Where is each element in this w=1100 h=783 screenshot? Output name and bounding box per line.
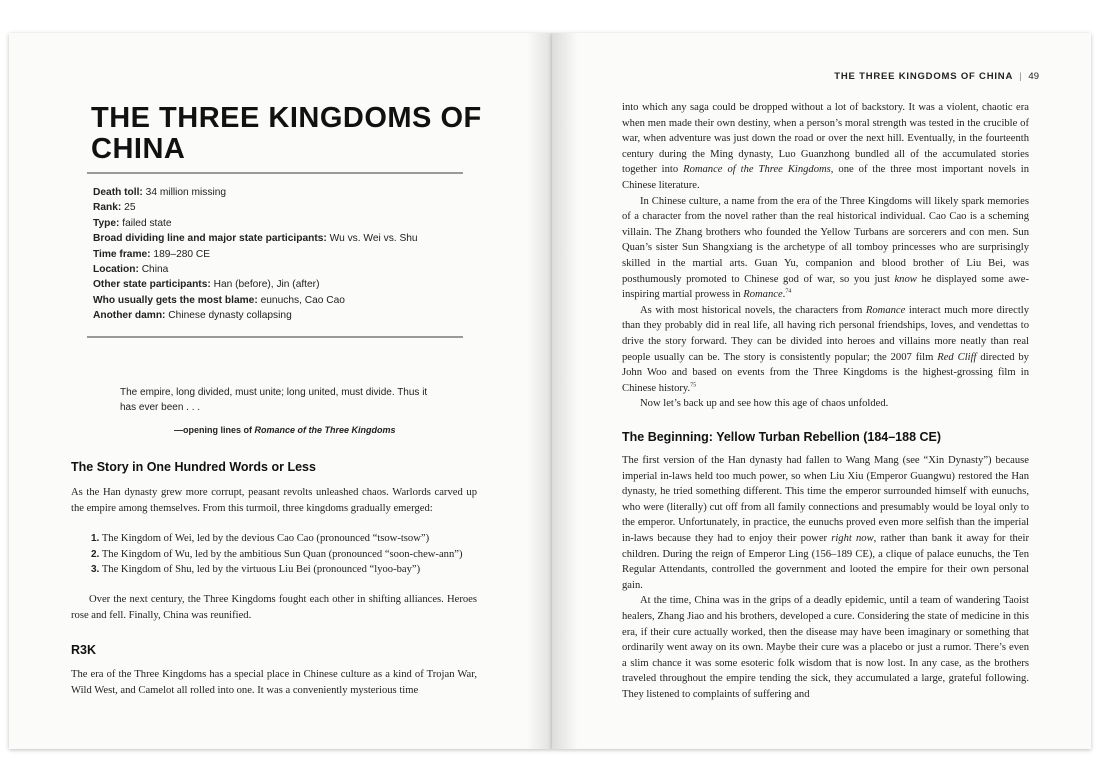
paragraph: As with most historical novels, the characters from Romance interact much more directly than they probably did in real life, all having rich personal friendships, loves, and vendettas to drive the story forward. They can be divided into heroes and villains more neatly than real people usually can be. The story is consistently popular; the 2007 film Red Cliff directed by John Woo and based on events from the Three Kingdoms is the highest-grossing film in Chinese history.$^{75}$ <box>622 304 1029 394</box>
fact-location: Location: China <box>93 264 169 276</box>
fact-death-toll: Death toll: 34 million missing <box>93 187 227 198</box>
fact-other-participants: Other state participants: Han (before), Jin (after) <box>93 279 320 291</box>
fact-type: Type: failed state <box>93 217 172 229</box>
paragraph: At the time, China was in the grips of a deadly epidemic, until a team of wandering Taoist healers, Zhang Jiao and his brothers, developed a cure. Considering the state of medicine in this era, if their cure actually worked, then the disease may have been imaginary or something that ordinarily went away on its own. Maybe their cure was a placebo or just a rumor. There’s even a slim chance it was some esoteric folk wisdom that is now lost. In any case, as the brothers traveled throughout the empire tending the sick, they accumulated a large, grateful following. They listened to complaints of suffering and <box>622 595 1029 700</box>
paragraph: In Chinese culture, a name from the era of the Three Kingdoms will likely spark memories of a character from the novel rather than the real historical individual. Cao Cao is a scheming villain. The Zhang brothers who founded the Yellow Turbans are sorcerers and con men. Sun Quan’s sister Sun Shangxiang is the archetype of all tomboy princesses who are surprisingly skilled in the martial arts. Guan Yu, companion and blood brother of Liu Bei, was posthumously promoted to Chinese god of war, so you just know he displayed some awe-inspiring martial prowess in Romance.$^{74}$ <box>622 195 1030 301</box>
footnote-ref: 75 <box>690 382 697 389</box>
gutter-shadow <box>552 33 578 749</box>
right-page <box>552 33 1091 749</box>
section-heading-beginning: The Beginning: Yellow Turban Rebellion (184–188 CE) <box>622 430 942 444</box>
footnote-ref: 74 <box>785 288 792 295</box>
body-text-top <box>622 100 1029 412</box>
story-paragraph: As the Han dynasty grew more corrupt, peasant revolts unleashed chaos. Warlords carved up the empire among themselves. From this turmoil, three kingdoms gradually emerged: <box>71 487 477 514</box>
top-rule <box>87 172 463 174</box>
section-heading-r3k: R3K <box>71 643 97 657</box>
kingdoms-list <box>91 531 511 578</box>
paragraph: into which any saga could be dropped without a lot of backstory. It was a violent, chaotic era when men made their own destiny, when a person’s moral strength was tested in the crucible of war, when adventure was just down the road or over the next hill. Eventually, in the fourteenth century during the Ming dynasty, Luo Guanzhong bundled all of the accumulated stories together into Romance of the Three Kingdoms, one of the three most important novels in Chinese literature. <box>622 102 1029 191</box>
paragraph: Now let’s back up and see how this age of chaos unfolded. <box>640 398 889 410</box>
fact-time-frame: Time frame: 189–280 CE <box>93 248 211 260</box>
paragraph: The first version of the Han dynasty had fallen to Wang Mang (see “Xin Dynasty”) because imperial in-laws held too much power, so when Liu Xiu (Emperor Guangwu) restored the Han dynasty, he tried something different. This time the emperor surrounded himself with eunuchs, who were (literally) cut off from all family connections and presumably would be loyal only to the emperor. Unfortunately, in practice, the eunuchs proved even more selfish than the imperial in-laws because they had to enjoy their power right now, rather than bank it away for their children. During the reign of Emperor Ling (156–189 CE), a clique of palace eunuchs, the Ten Regular Attendants, controlled the government and looted the empire for their own personal gain. <box>622 455 1029 591</box>
fact-another-damn: Another damn: Chinese dynasty collapsing <box>93 310 292 322</box>
epigraph-attribution: —opening lines of Romance of the Three Kingdoms <box>174 425 396 435</box>
gutter-shadow <box>526 33 552 749</box>
page-number: 49 <box>1028 71 1039 82</box>
fact-dividing-line: Broad dividing line and major state participants: Wu vs. Wei vs. Shu <box>93 233 418 245</box>
body-text-bottom <box>622 453 1029 703</box>
left-page <box>9 33 552 749</box>
fact-rank: Rank: 25 <box>93 202 136 214</box>
fact-blame: Who usually gets the most blame: eunuchs, Cao Cao <box>93 294 345 306</box>
section-heading-story: The Story in One Hundred Words or Less <box>71 460 316 474</box>
story-closing-paragraph: Over the next century, the Three Kingdoms fought each other in shifting alliances. Heroes rose and fell. Finally, China was reunified. <box>71 594 477 621</box>
chapter-title: THE THREE KINGDOMS OF CHINA <box>91 102 482 165</box>
list-item: 1. The Kingdom of Wei, led by the devious Cao Cao (pronounced “tsow-tsow”) <box>91 533 430 544</box>
bottom-rule <box>87 336 463 338</box>
list-item: 3. The Kingdom of Shu, led by the virtuous Liu Bei (pronounced “lyoo-bay”) <box>91 564 421 576</box>
epigraph: The empire, long divided, must unite; long united, must divide. Thus it has ever been . . . <box>120 387 428 413</box>
facts-box <box>93 185 473 324</box>
list-item: 2. The Kingdom of Wu, led by the ambitious Sun Quan (pronounced “soon-chew-ann”) <box>91 548 463 560</box>
running-head: THE THREE KINGDOMS OF CHINA | 49 <box>834 71 1039 82</box>
r3k-paragraph: The era of the Three Kingdoms has a special place in Chinese culture as a kind of Trojan War, Wild West, and Camelot all rolled into one. It was a conveniently mysterious time <box>71 669 477 696</box>
